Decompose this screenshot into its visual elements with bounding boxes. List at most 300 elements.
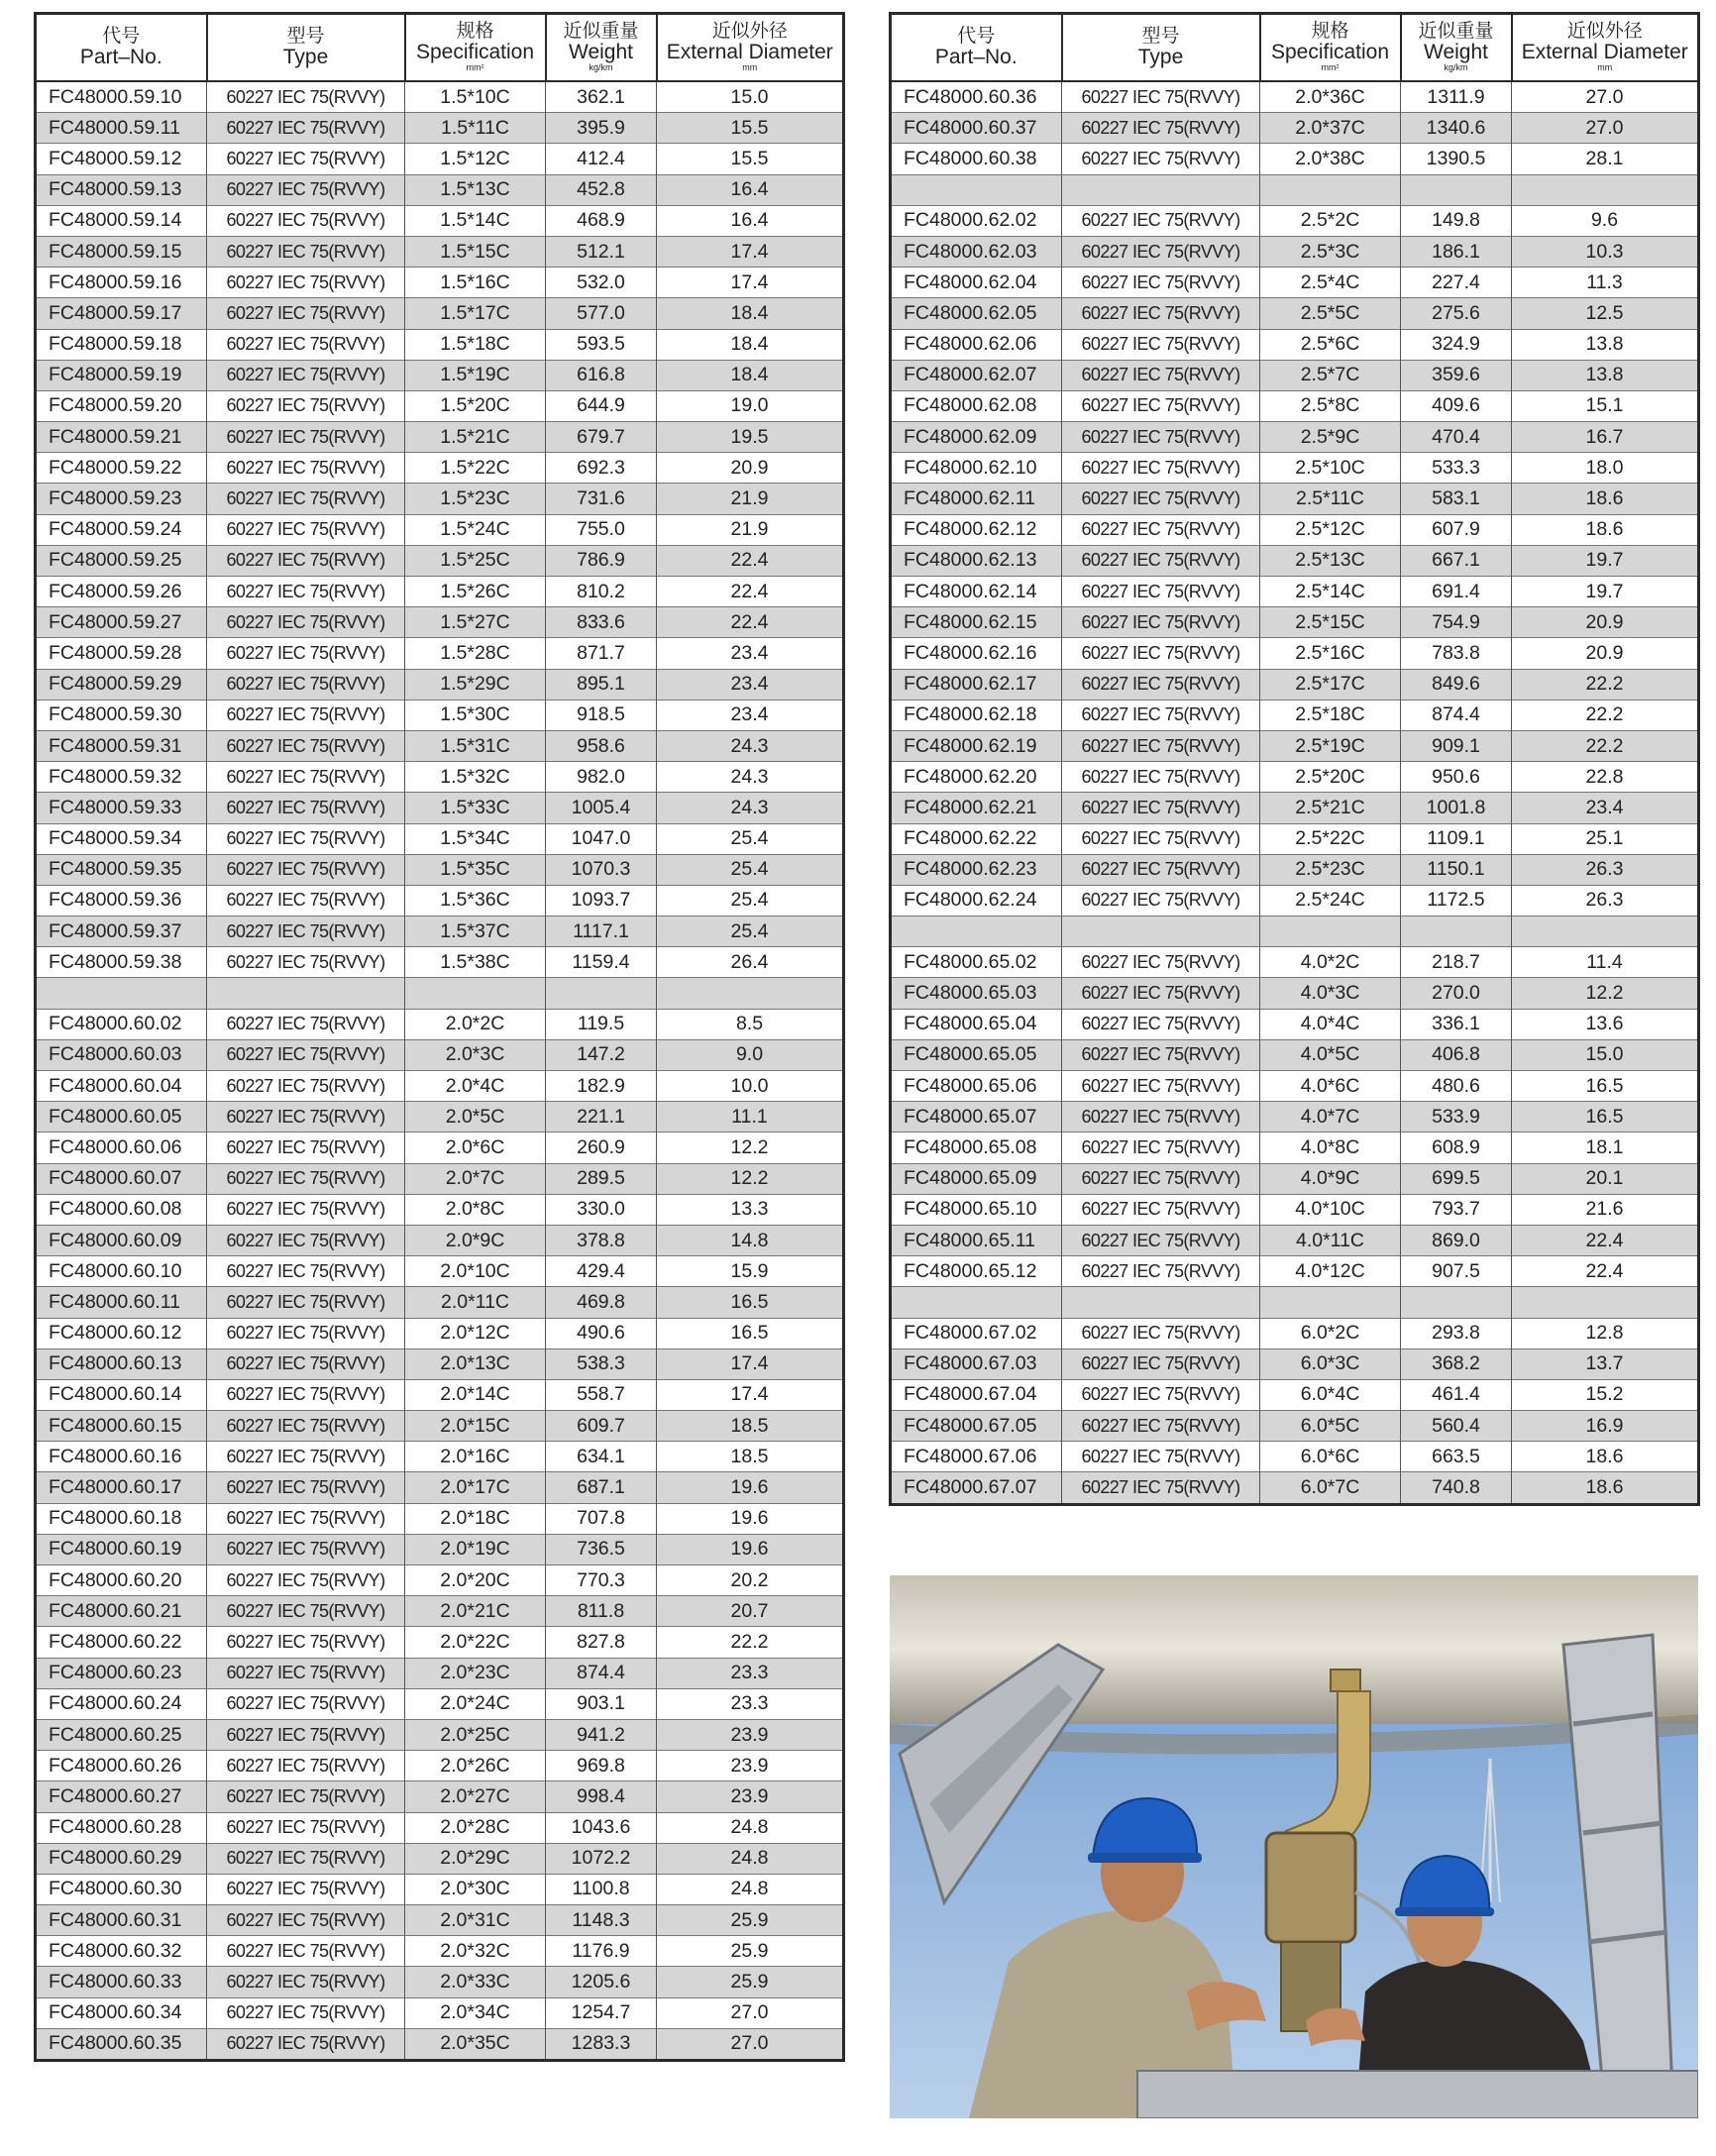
type-cell: 60227 IEC 75(RVVY)	[1062, 453, 1260, 484]
weight-cell: 1070.3	[546, 854, 657, 885]
table-row	[36, 700, 844, 730]
table-row	[36, 236, 844, 267]
diameter-cell: 26.4	[657, 947, 844, 978]
diameter-cell: 23.9	[657, 1751, 844, 1781]
table-row	[891, 268, 1699, 298]
table-row	[891, 1225, 1699, 1255]
table-row	[891, 669, 1699, 700]
part-no-cell: FC48000.60.12	[36, 1318, 207, 1348]
diameter-cell: 24.8	[657, 1843, 844, 1874]
part-no-cell: FC48000.59.35	[36, 854, 207, 885]
specification-cell: 1.5*16C	[405, 268, 546, 298]
table-row	[36, 144, 844, 174]
specification-cell: 2.0*13C	[405, 1348, 546, 1379]
type-cell: 60227 IEC 75(RVVY)	[1062, 1009, 1260, 1039]
table-row	[891, 823, 1699, 854]
weight-cell: 609.7	[546, 1411, 657, 1442]
diameter-cell: 26.3	[1512, 854, 1699, 885]
specification-cell: 4.0*4C	[1260, 1009, 1401, 1039]
specification-cell: 2.5*24C	[1260, 885, 1401, 916]
specification-cell: 2.5*19C	[1260, 730, 1401, 761]
part-no-cell: FC48000.60.17	[36, 1472, 207, 1503]
diameter-cell: 16.9	[1512, 1411, 1699, 1442]
diameter-cell: 20.9	[1512, 607, 1699, 638]
part-no-cell: FC48000.60.36	[891, 81, 1062, 113]
header-specification: 规格 Specification mm²	[1260, 14, 1401, 82]
part-no-cell: FC48000.62.15	[891, 607, 1062, 638]
part-no-cell: FC48000.59.37	[36, 916, 207, 947]
part-no-cell: FC48000.59.11	[36, 113, 207, 144]
part-no-cell: FC48000.67.04	[891, 1379, 1062, 1410]
table-row	[36, 1102, 844, 1132]
type-cell: 60227 IEC 75(RVVY)	[207, 545, 405, 576]
part-no-cell: FC48000.59.15	[36, 236, 207, 267]
part-no-cell: FC48000.59.30	[36, 700, 207, 730]
type-cell: 60227 IEC 75(RVVY)	[207, 947, 405, 978]
table-row	[36, 1936, 844, 1967]
type-cell: 60227 IEC 75(RVVY)	[207, 1071, 405, 1102]
weight-cell: 532.0	[546, 268, 657, 298]
specification-cell: 2.5*14C	[1260, 577, 1401, 607]
specification-cell: 4.0*10C	[1260, 1194, 1401, 1225]
diameter-cell: 12.2	[657, 1163, 844, 1194]
weight-cell: 182.9	[546, 1071, 657, 1102]
type-cell: 60227 IEC 75(RVVY)	[1062, 1102, 1260, 1132]
specification-cell: 4.0*11C	[1260, 1225, 1401, 1255]
type-cell: 60227 IEC 75(RVVY)	[207, 205, 405, 236]
part-no-cell: FC48000.60.16	[36, 1442, 207, 1472]
diameter-cell: 25.4	[657, 823, 844, 854]
type-cell: 60227 IEC 75(RVVY)	[1062, 81, 1260, 113]
specification-cell: 1.5*14C	[405, 205, 546, 236]
part-no-cell: FC48000.65.05	[891, 1039, 1062, 1070]
specification-cell: 2.0*34C	[405, 1997, 546, 2028]
part-no-cell: FC48000.59.33	[36, 793, 207, 823]
diameter-cell: 18.5	[657, 1411, 844, 1442]
table-row	[36, 607, 844, 638]
diameter-cell: 18.4	[657, 298, 844, 329]
diameter-cell: 21.9	[657, 514, 844, 545]
table-row	[36, 1688, 844, 1719]
table-row	[36, 205, 844, 236]
part-no-cell: FC48000.62.06	[891, 329, 1062, 360]
specification-cell: 2.0*35C	[405, 2028, 546, 2060]
diameter-cell: 18.6	[1512, 514, 1699, 545]
diameter-cell: 22.2	[1512, 730, 1699, 761]
type-cell: 60227 IEC 75(RVVY)	[1062, 1411, 1260, 1442]
weight-cell: 811.8	[546, 1596, 657, 1627]
weight-cell: 409.6	[1401, 390, 1512, 421]
specification-cell: 2.0*11C	[405, 1287, 546, 1318]
table-row	[891, 885, 1699, 916]
type-cell: 60227 IEC 75(RVVY)	[207, 144, 405, 174]
specification-cell: 2.0*23C	[405, 1658, 546, 1688]
part-no-cell: FC48000.65.10	[891, 1194, 1062, 1225]
weight-cell: 275.6	[1401, 298, 1512, 329]
part-no-cell: FC48000.60.24	[36, 1688, 207, 1719]
part-no-cell: FC48000.62.11	[891, 484, 1062, 514]
part-no-cell: FC48000.60.06	[36, 1132, 207, 1163]
part-no-cell: FC48000.60.10	[36, 1256, 207, 1287]
part-no-cell: FC48000.59.24	[36, 514, 207, 545]
diameter-cell: 16.5	[1512, 1071, 1699, 1102]
specification-cell: 1.5*28C	[405, 638, 546, 669]
weight-cell: 1072.2	[546, 1843, 657, 1874]
weight-cell: 687.1	[546, 1472, 657, 1503]
specification-cell: 2.0*29C	[405, 1843, 546, 1874]
weight-cell: 786.9	[546, 545, 657, 576]
part-no-cell: FC48000.62.23	[891, 854, 1062, 885]
type-cell: 60227 IEC 75(RVVY)	[207, 1225, 405, 1255]
weight-cell: 1340.6	[1401, 113, 1512, 144]
table-row	[36, 1503, 844, 1534]
type-cell: 60227 IEC 75(RVVY)	[1062, 1039, 1260, 1070]
table-row	[36, 1905, 844, 1936]
weight-cell: 469.8	[546, 1287, 657, 1318]
weight-cell: 1150.1	[1401, 854, 1512, 885]
type-cell: 60227 IEC 75(RVVY)	[207, 1719, 405, 1750]
type-cell: 60227 IEC 75(RVVY)	[207, 1565, 405, 1596]
weight-cell: 663.5	[1401, 1442, 1512, 1472]
part-no-cell: FC48000.62.07	[891, 360, 1062, 390]
weight-cell: 874.4	[1401, 700, 1512, 730]
valve-flange	[1331, 1670, 1360, 1691]
table-row	[36, 1596, 844, 1627]
weight-cell: 1390.5	[1401, 144, 1512, 174]
table-row	[36, 545, 844, 576]
specification-cell: 6.0*7C	[1260, 1472, 1401, 1504]
table-row	[36, 577, 844, 607]
part-no-cell: FC48000.59.26	[36, 577, 207, 607]
type-cell: 60227 IEC 75(RVVY)	[207, 1534, 405, 1564]
weight-cell: 616.8	[546, 360, 657, 390]
part-no-cell: FC48000.59.34	[36, 823, 207, 854]
part-no-cell: FC48000.60.09	[36, 1225, 207, 1255]
type-cell	[207, 978, 405, 1009]
diameter-cell: 23.3	[657, 1658, 844, 1688]
weight-cell: 736.5	[546, 1534, 657, 1564]
type-cell: 60227 IEC 75(RVVY)	[1062, 854, 1260, 885]
specification-cell: 4.0*12C	[1260, 1256, 1401, 1287]
weight-cell: 577.0	[546, 298, 657, 329]
weight-cell: 1148.3	[546, 1905, 657, 1936]
table-body-right	[891, 81, 1699, 1504]
table-row	[36, 422, 844, 453]
weight-cell: 950.6	[1401, 762, 1512, 793]
diameter-cell: 23.9	[657, 1719, 844, 1750]
part-no-cell: FC48000.59.23	[36, 484, 207, 514]
type-cell: 60227 IEC 75(RVVY)	[207, 514, 405, 545]
weight-cell: 378.8	[546, 1225, 657, 1255]
table-row	[36, 1132, 844, 1163]
specification-cell: 4.0*3C	[1260, 978, 1401, 1009]
part-no-cell: FC48000.62.03	[891, 236, 1062, 267]
diameter-cell: 20.9	[1512, 638, 1699, 669]
weight-cell: 679.7	[546, 422, 657, 453]
table-row	[891, 1163, 1699, 1194]
weight-cell: 336.1	[1401, 1009, 1512, 1039]
type-cell: 60227 IEC 75(RVVY)	[1062, 1318, 1260, 1348]
specification-cell: 2.5*20C	[1260, 762, 1401, 793]
weight-cell	[1401, 1287, 1512, 1318]
diameter-cell: 18.6	[1512, 484, 1699, 514]
table-header-row	[36, 14, 844, 82]
table-body-left	[36, 81, 844, 2061]
part-no-cell: FC48000.62.02	[891, 205, 1062, 236]
specification-cell: 2.0*18C	[405, 1503, 546, 1534]
specification-cell: 2.5*11C	[1260, 484, 1401, 514]
diameter-cell: 16.5	[1512, 1102, 1699, 1132]
table-row	[36, 1348, 844, 1379]
table-row-spacer	[891, 174, 1699, 205]
specification-cell: 2.0*38C	[1260, 144, 1401, 174]
diameter-cell: 15.0	[657, 81, 844, 113]
specification-cell: 1.5*36C	[405, 885, 546, 916]
part-no-cell	[891, 916, 1062, 947]
weight-cell: 608.9	[1401, 1132, 1512, 1163]
table-header-row	[891, 14, 1699, 82]
type-cell: 60227 IEC 75(RVVY)	[207, 1812, 405, 1843]
specification-cell: 1.5*18C	[405, 329, 546, 360]
weight-cell: 770.3	[546, 1565, 657, 1596]
part-no-cell: FC48000.65.07	[891, 1102, 1062, 1132]
part-no-cell: FC48000.60.04	[36, 1071, 207, 1102]
table-row	[36, 1163, 844, 1194]
table-row	[36, 1874, 844, 1904]
part-no-cell: FC48000.59.27	[36, 607, 207, 638]
type-cell: 60227 IEC 75(RVVY)	[1062, 1225, 1260, 1255]
weight-cell: 692.3	[546, 453, 657, 484]
type-cell: 60227 IEC 75(RVVY)	[207, 823, 405, 854]
specification-cell	[1260, 916, 1401, 947]
part-no-cell: FC48000.65.06	[891, 1071, 1062, 1102]
type-cell: 60227 IEC 75(RVVY)	[1062, 390, 1260, 421]
diameter-cell: 12.8	[1512, 1318, 1699, 1348]
part-no-cell: FC48000.59.16	[36, 268, 207, 298]
steel-beam-bottom	[1137, 2071, 1698, 2118]
header-external-diameter: 近似外径 External Diameter mm	[1512, 14, 1699, 82]
part-no-cell: FC48000.65.08	[891, 1132, 1062, 1163]
specification-cell: 2.5*10C	[1260, 453, 1401, 484]
weight-cell: 359.6	[1401, 360, 1512, 390]
diameter-cell: 8.5	[657, 1009, 844, 1039]
part-no-cell: FC48000.60.19	[36, 1534, 207, 1564]
weight-cell: 1005.4	[546, 793, 657, 823]
table-row	[36, 1967, 844, 1997]
valve-body	[1266, 1833, 1355, 1942]
diameter-cell: 26.3	[1512, 885, 1699, 916]
diameter-cell: 17.4	[657, 1348, 844, 1379]
specification-cell: 6.0*2C	[1260, 1318, 1401, 1348]
specification-cell: 4.0*6C	[1260, 1071, 1401, 1102]
weight-cell: 1109.1	[1401, 823, 1512, 854]
specification-cell: 2.0*25C	[405, 1719, 546, 1750]
table-row	[891, 329, 1699, 360]
part-no-cell: FC48000.67.05	[891, 1411, 1062, 1442]
header-type: 型号 Type	[1062, 14, 1260, 82]
diameter-cell: 24.3	[657, 793, 844, 823]
type-cell: 60227 IEC 75(RVVY)	[1062, 329, 1260, 360]
specification-cell: 2.5*5C	[1260, 298, 1401, 329]
diameter-cell: 14.8	[657, 1225, 844, 1255]
type-cell: 60227 IEC 75(RVVY)	[1062, 1132, 1260, 1163]
part-no-cell: FC48000.59.38	[36, 947, 207, 978]
type-cell: 60227 IEC 75(RVVY)	[1062, 545, 1260, 576]
specification-cell: 6.0*3C	[1260, 1348, 1401, 1379]
specification-cell: 4.0*8C	[1260, 1132, 1401, 1163]
weight-cell: 149.8	[1401, 205, 1512, 236]
type-cell: 60227 IEC 75(RVVY)	[207, 638, 405, 669]
part-no-cell: FC48000.62.24	[891, 885, 1062, 916]
weight-cell: 1117.1	[546, 916, 657, 947]
type-cell: 60227 IEC 75(RVVY)	[207, 1905, 405, 1936]
table-row	[36, 1194, 844, 1225]
table-row	[891, 607, 1699, 638]
part-no-cell: FC48000.62.14	[891, 577, 1062, 607]
type-cell: 60227 IEC 75(RVVY)	[207, 1411, 405, 1442]
part-no-cell: FC48000.59.28	[36, 638, 207, 669]
header-weight: 近似重量 Weight kg/km	[546, 14, 657, 82]
diameter-cell: 27.0	[657, 2028, 844, 2060]
diameter-cell: 25.4	[657, 854, 844, 885]
table-row	[36, 1071, 844, 1102]
specification-cell: 2.0*26C	[405, 1751, 546, 1781]
specification-cell: 2.0*3C	[405, 1039, 546, 1070]
weight-cell: 558.7	[546, 1379, 657, 1410]
specification-cell: 2.0*12C	[405, 1318, 546, 1348]
weight-cell: 755.0	[546, 514, 657, 545]
specification-cell: 2.0*37C	[1260, 113, 1401, 144]
specification-cell: 6.0*6C	[1260, 1442, 1401, 1472]
specification-cell: 2.0*21C	[405, 1596, 546, 1627]
specification-cell: 2.0*27C	[405, 1781, 546, 1812]
weight-cell: 909.1	[1401, 730, 1512, 761]
table-row	[36, 174, 844, 205]
diameter-cell: 13.8	[1512, 360, 1699, 390]
weight-cell: 1047.0	[546, 823, 657, 854]
weight-cell: 1093.7	[546, 885, 657, 916]
header-type: 型号 Type	[207, 14, 405, 82]
table-row	[891, 1318, 1699, 1348]
type-cell: 60227 IEC 75(RVVY)	[207, 669, 405, 700]
cable-spec-table-right	[889, 12, 1700, 1506]
weight-cell: 644.9	[546, 390, 657, 421]
part-no-cell: FC48000.60.33	[36, 1967, 207, 1997]
part-no-cell: FC48000.59.17	[36, 298, 207, 329]
table-row	[36, 730, 844, 761]
part-no-cell: FC48000.60.35	[36, 2028, 207, 2060]
specification-cell: 2.5*7C	[1260, 360, 1401, 390]
specification-cell: 1.5*38C	[405, 947, 546, 978]
specification-cell: 2.0*19C	[405, 1534, 546, 1564]
type-cell: 60227 IEC 75(RVVY)	[1062, 947, 1260, 978]
diameter-cell	[1512, 174, 1699, 205]
table-row	[891, 205, 1699, 236]
weight-cell: 833.6	[546, 607, 657, 638]
diameter-cell: 15.5	[657, 113, 844, 144]
workers-photo	[890, 1575, 1698, 2118]
type-cell: 60227 IEC 75(RVVY)	[207, 1379, 405, 1410]
part-no-cell: FC48000.60.02	[36, 1009, 207, 1039]
diameter-cell: 24.3	[657, 762, 844, 793]
weight-cell: 607.9	[1401, 514, 1512, 545]
weight-cell: 429.4	[546, 1256, 657, 1287]
diameter-cell: 17.4	[657, 268, 844, 298]
diameter-cell: 18.4	[657, 329, 844, 360]
table-row	[36, 298, 844, 329]
part-no-cell: FC48000.65.09	[891, 1163, 1062, 1194]
weight-cell: 1176.9	[546, 1936, 657, 1967]
part-no-cell: FC48000.62.22	[891, 823, 1062, 854]
specification-cell: 2.0*22C	[405, 1627, 546, 1658]
part-no-cell: FC48000.60.05	[36, 1102, 207, 1132]
specification-cell: 4.0*7C	[1260, 1102, 1401, 1132]
part-no-cell: FC48000.60.28	[36, 1812, 207, 1843]
weight-cell: 793.7	[1401, 1194, 1512, 1225]
part-no-cell: FC48000.59.20	[36, 390, 207, 421]
type-cell: 60227 IEC 75(RVVY)	[207, 885, 405, 916]
specification-cell: 4.0*5C	[1260, 1039, 1401, 1070]
weight-cell: 740.8	[1401, 1472, 1512, 1504]
specification-cell: 2.5*23C	[1260, 854, 1401, 885]
type-cell: 60227 IEC 75(RVVY)	[207, 700, 405, 730]
table-row	[891, 298, 1699, 329]
table-row	[36, 762, 844, 793]
table-row	[36, 638, 844, 669]
table-row	[891, 793, 1699, 823]
part-no-cell: FC48000.59.13	[36, 174, 207, 205]
weight-cell: 461.4	[1401, 1379, 1512, 1410]
type-cell: 60227 IEC 75(RVVY)	[207, 1503, 405, 1534]
weight-cell: 533.9	[1401, 1102, 1512, 1132]
type-cell: 60227 IEC 75(RVVY)	[1062, 885, 1260, 916]
specification-cell: 2.5*4C	[1260, 268, 1401, 298]
type-cell: 60227 IEC 75(RVVY)	[207, 1287, 405, 1318]
type-cell: 60227 IEC 75(RVVY)	[207, 113, 405, 144]
type-cell: 60227 IEC 75(RVVY)	[207, 1348, 405, 1379]
weight-cell: 260.9	[546, 1132, 657, 1163]
diameter-cell: 16.5	[657, 1318, 844, 1348]
table-row	[891, 1102, 1699, 1132]
part-no-cell: FC48000.62.08	[891, 390, 1062, 421]
diameter-cell: 27.0	[657, 1997, 844, 2028]
weight-cell: 147.2	[546, 1039, 657, 1070]
specification-cell: 2.0*17C	[405, 1472, 546, 1503]
specification-cell: 2.0*4C	[405, 1071, 546, 1102]
type-cell: 60227 IEC 75(RVVY)	[207, 236, 405, 267]
table-row	[36, 484, 844, 514]
specification-cell: 1.5*27C	[405, 607, 546, 638]
diameter-cell: 22.4	[657, 607, 844, 638]
diameter-cell: 13.3	[657, 1194, 844, 1225]
diameter-cell: 22.2	[657, 1627, 844, 1658]
diameter-cell: 22.4	[1512, 1256, 1699, 1287]
table-row	[891, 514, 1699, 545]
specification-cell: 1.5*23C	[405, 484, 546, 514]
part-no-cell: FC48000.60.21	[36, 1596, 207, 1627]
type-cell: 60227 IEC 75(RVVY)	[207, 1132, 405, 1163]
type-cell: 60227 IEC 75(RVVY)	[1062, 205, 1260, 236]
table-row	[36, 1287, 844, 1318]
diameter-cell: 16.5	[657, 1287, 844, 1318]
specification-cell: 6.0*5C	[1260, 1411, 1401, 1442]
type-cell: 60227 IEC 75(RVVY)	[207, 916, 405, 947]
specification-cell: 2.5*6C	[1260, 329, 1401, 360]
weight-cell: 754.9	[1401, 607, 1512, 638]
diameter-cell: 9.0	[657, 1039, 844, 1070]
table-row	[36, 1658, 844, 1688]
specification-cell: 1.5*29C	[405, 669, 546, 700]
